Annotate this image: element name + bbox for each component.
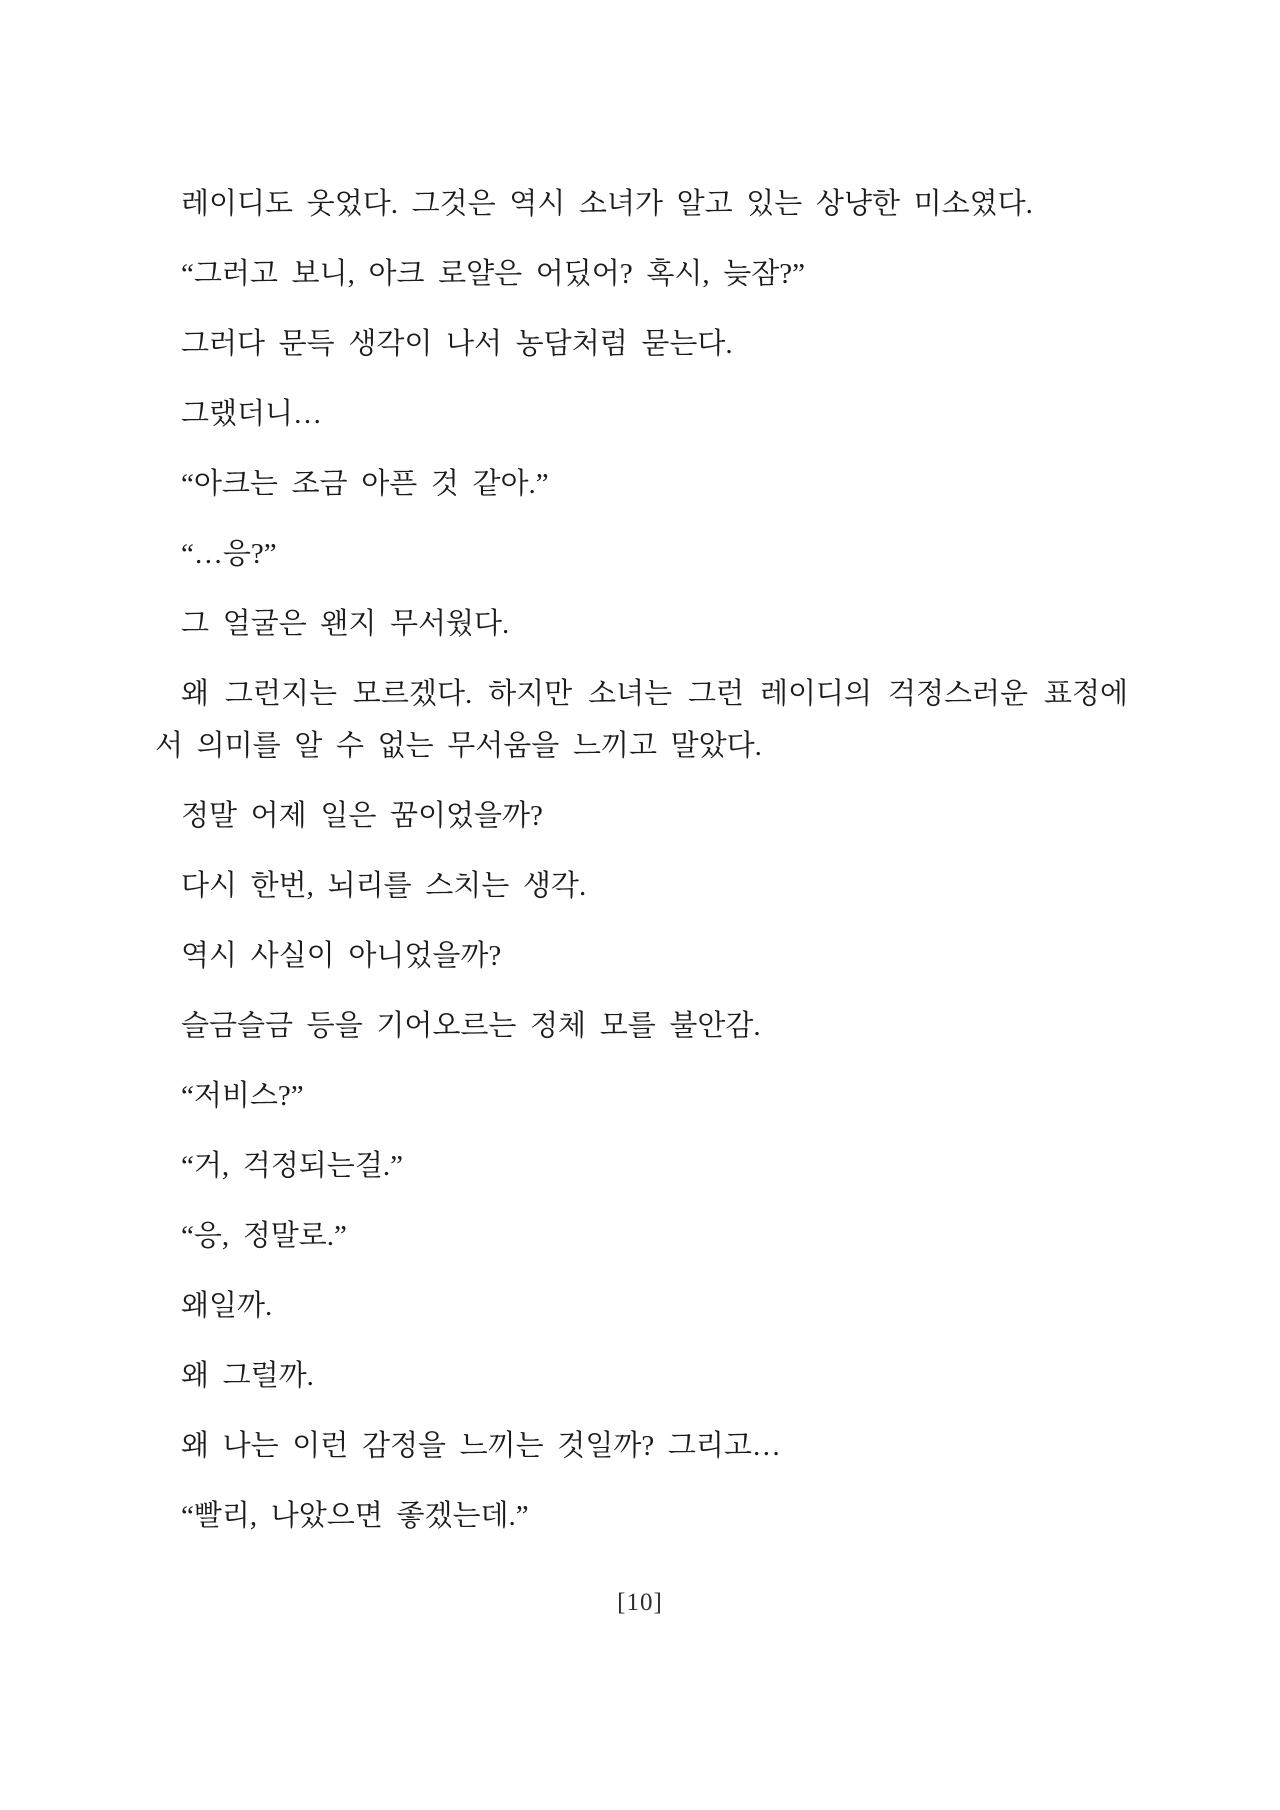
- paragraph: 다시 한번, 뇌리를 스치는 생각.: [181, 870, 587, 902]
- paragraph: 슬금슬금 등을 기어오르는 정체 모를 불안감.: [181, 1010, 761, 1042]
- paragraph: 그랬더니…: [181, 398, 323, 430]
- paragraph: “아크는 조금 아픈 것 같아.”: [181, 468, 549, 500]
- paragraph: 왜 나는 이런 감정을 느끼는 것일까? 그리고…: [181, 1430, 781, 1462]
- page-footer: [0, 1588, 1280, 1618]
- paragraph: 정말 어제 일은 꿈이었을까?: [181, 800, 543, 832]
- paragraph: 역시 사실이 아니었을까?: [181, 940, 502, 972]
- paragraph: 왜 그런지는 모르겠다. 하지만 소녀는 그런 레이디의 걱정스러운 표정에서 의미를 알 수 없는 무서움을 느끼고 말았다.: [155, 678, 1128, 762]
- paragraph: “거, 걱정되는걸.”: [181, 1150, 403, 1182]
- paragraph: 왜 그럴까.: [181, 1360, 314, 1392]
- paragraph: “그러고 보니, 아크 로얄은 어딨어? 혹시, 늦잠?”: [181, 258, 806, 290]
- paragraph: 그 얼굴은 왠지 무서웠다.: [181, 608, 510, 640]
- paragraph: “응, 정말로.”: [181, 1220, 347, 1252]
- paragraph: 그러다 문득 생각이 나서 농담처럼 묻는다.: [181, 328, 733, 360]
- paragraph: “…응?”: [181, 538, 277, 570]
- paragraph: 레이디도 웃었다. 그것은 역시 소녀가 알고 있는 상냥한 미소였다.: [181, 188, 1033, 220]
- paragraph: “저비스?”: [181, 1080, 304, 1112]
- page-number: [10]: [617, 1589, 663, 1616]
- paragraph: 왜일까.: [181, 1290, 273, 1322]
- paragraph: “빨리, 나았으면 좋겠는데.”: [181, 1500, 529, 1532]
